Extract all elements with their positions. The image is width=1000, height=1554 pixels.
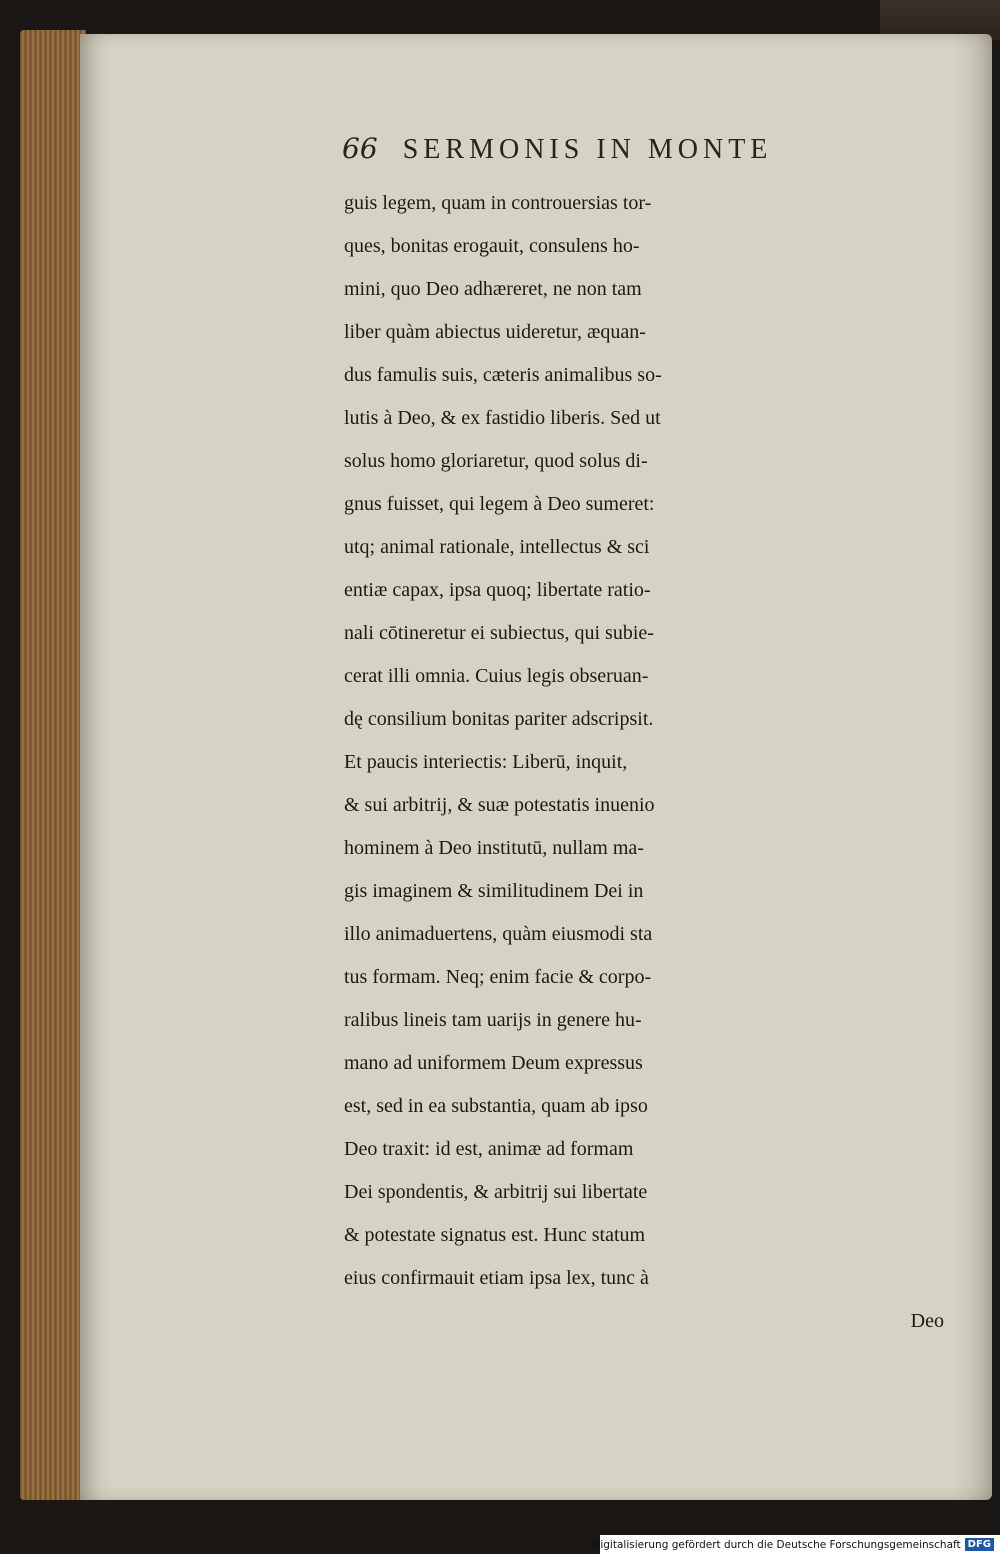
- text-line: solus homo gloriaretur, quod solus di-: [344, 450, 648, 472]
- text-line: ralibus lineis tam uarijs in genere hu-: [344, 1009, 642, 1031]
- text-line: cerat illi omnia. Cuius legis obseruan-: [344, 665, 649, 687]
- credit-text: Digitalisierung gefördert durch die Deutsche Forschungsgemeinschaft: [592, 1538, 961, 1551]
- body-text: [344, 182, 944, 1343]
- text-line: gis imaginem & similitudinem Dei in: [344, 880, 644, 902]
- catchword: Deo: [910, 1310, 944, 1332]
- text-line: tus formam. Neq; enim facie & corpo-: [344, 966, 652, 988]
- book-fore-edge: [20, 30, 86, 1500]
- text-line: dę consilium bonitas pariter adscripsit.: [344, 708, 654, 730]
- text-line: utq; animal rationale, intellectus & sci: [344, 536, 650, 558]
- text-line: Deo traxit: id est, animæ ad formam: [344, 1138, 634, 1160]
- text-line: mano ad uniformem Deum expressus: [344, 1052, 643, 1074]
- page-shadow: [952, 34, 992, 1500]
- text-line: illo animaduertens, quàm eiusmodi sta: [344, 923, 653, 945]
- text-line: & potestate signatus est. Hunc statum: [344, 1224, 646, 1246]
- text-line: & sui arbitrij, & suæ potestatis inuenio: [344, 794, 655, 816]
- page-number: 66: [342, 132, 378, 165]
- text-line: Et paucis interiectis: Liberū, inquit,: [344, 751, 628, 773]
- text-line: Dei spondentis, & arbitrij sui libertate: [344, 1181, 648, 1203]
- text-line: mini, quo Deo adhæreret, ne non tam: [344, 278, 642, 300]
- text-line: liber quàm abiectus uideretur, æquan-: [344, 321, 646, 343]
- text-line: eius confirmauit etiam ipsa lex, tunc à: [344, 1267, 649, 1289]
- text-line: gnus fuisset, qui legem à Deo sumeret:: [344, 493, 655, 515]
- text-line: hominem à Deo institutū, nullam ma-: [344, 837, 644, 859]
- running-head: [342, 132, 942, 172]
- running-title: SERMONIS IN MONTE: [402, 134, 773, 165]
- dfg-logo: DFG: [965, 1538, 994, 1551]
- text-line: lutis à Deo, & ex fastidio liberis. Sed ut: [344, 407, 661, 429]
- text-line: est, sed in ea substantia, quam ab ipso: [344, 1095, 648, 1117]
- text-line: dus famulis suis, cæteris animalibus so-: [344, 364, 662, 386]
- text-line: guis legem, quam in controuersias tor-: [344, 192, 652, 214]
- text-line: ques, bonitas erogauit, consulens ho-: [344, 235, 640, 257]
- text-line: nali cōtineretur ei subiectus, qui subie-: [344, 622, 654, 644]
- digitization-credit: [592, 1535, 1000, 1554]
- text-line: entiæ capax, ipsa quoq; libertate ratio-: [344, 579, 651, 601]
